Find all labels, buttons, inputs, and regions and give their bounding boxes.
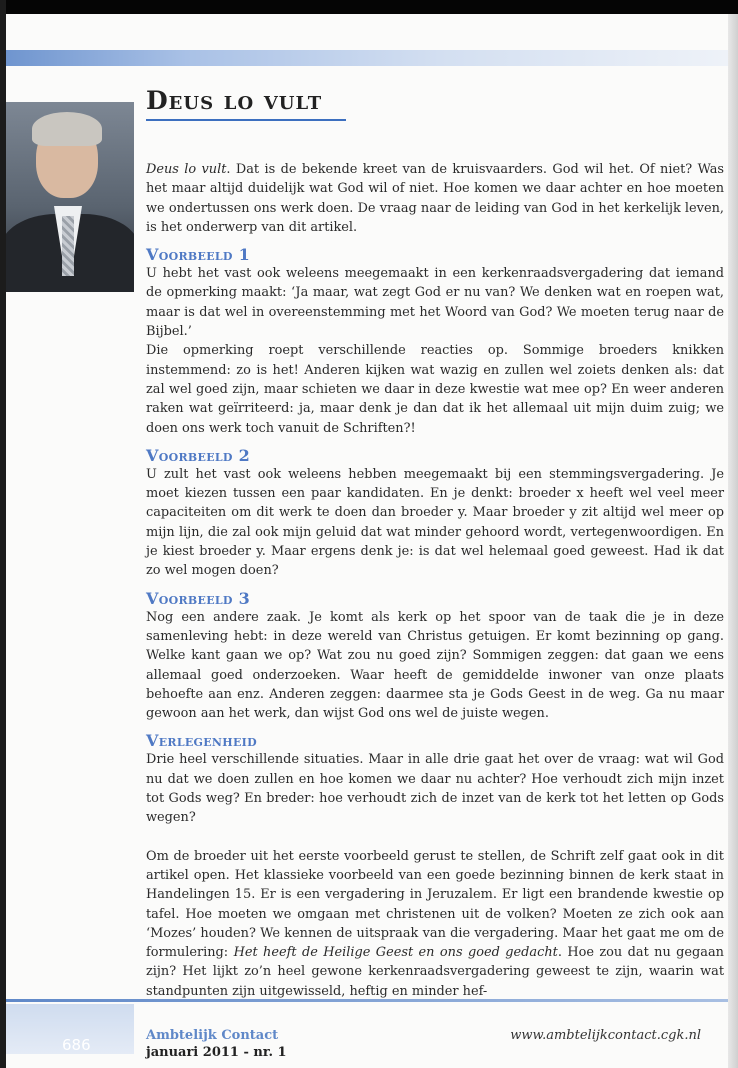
text-run: Om de broeder uit het eerste voorbeeld gerust te stellen, de Schrift zelf gaat ook in dit artikel open. Het klassieke voorbeeld van een goede bezinning binnen de kerk staat in Handelingen 15. Er is een vergadering in Jeruzalem. Er ligt een brandende kwestie op tafel. Hoe moeten we omgaan met christenen uit de volken? Moeten ze zich ook aan ‘Mozes’ houden? We kennen de uitspraak van die vergadering. Maar het gaat me om de formulering: xyxy=(146,848,724,961)
closing-paragraph xyxy=(146,847,724,1001)
section-paragraph: U hebt het vast ook weleens meegemaakt in een kerkenraadsvergadering dat iemand de opmerking maakt: ‘Ja maar, wat zegt God er nu van? We denken wat en roepen wat, maar is dat wel in overeenstemming met het Woord van God? We moeten terug naar de Bijbel.’ xyxy=(146,266,724,340)
section-paragraph: Die opmerking roept verschillende reacties op. Sommige broeders knikken instemmend: zo is het! Anderen kijken wat wazig en zullen wel zoiets denken als: dat zal wel goed zijn, maar schieten we daar in deze kwestie wat mee op? En weer anderen raken wat geïrriteerd: ja, maar denk je dan dat ik het allemaal uit mijn duim zuig; we doen ons werk toch vanuit de Schriften?! xyxy=(146,343,724,436)
magazine-name: Ambtelijk Contact xyxy=(146,1028,279,1043)
magazine-page xyxy=(6,14,728,1068)
footer-divider xyxy=(6,999,728,1002)
text-run: . Hoe zou dat nu gegaan zijn? Het lijkt zo’n heel gewone kerkenraadsvergadering geweest te zijn, waarin wat standpunten zijn uitgewisseld, heftig en minder hef- xyxy=(146,945,724,999)
scan-edge-right xyxy=(728,14,738,1068)
text-run: . Dat is de bekende kreet van de kruisvaarders. God wil het. Of niet? Was het maar altijd duidelijk wat God wil of niet. Hoe komen we daar achter en hoe moeten we ondertussen ons werk doen. De vraag naar de leiding van God in het kerkelijk leven, is het onderwerp van dit artikel. xyxy=(146,162,724,235)
article-title: Deus lo vult xyxy=(146,86,346,121)
magazine-issue: januari 2011 - nr. 1 xyxy=(146,1045,287,1060)
section-paragraph: U zult het vast ook weleens hebben meegemaakt bij een stemmingsvergadering. Je moet kiezen tussen een paar kandidaten. En je denkt: broeder x heeft wel veel meer capaciteiten om dit werk te doen dan broeder y. Maar broeder y zit altijd wel meer op mijn lijn, die zal ook mijn geluid dat wat minder gehoord wordt, vertegenwoordigen. En je kiest broeder y. Maar ergens denk je: is dat wel helemaal goed geweest. Had ik dat zo wel mogen doen? xyxy=(146,466,724,579)
header-band xyxy=(6,50,728,66)
section-heading: Voorbeeld 2 xyxy=(146,445,251,465)
scan-edge-top xyxy=(0,0,738,14)
section-heading: Verlegenheid xyxy=(146,731,257,751)
section-paragraph: Nog een andere zaak. Je komt als kerk op het spoor van de taak die je in deze samenleving hebt: in deze wereld van Christus getuigen. Er komt bezinning op gang. Welke kant gaan we op? Wat zou nu goed zijn? Sommigen zeggen: dat gaan we eens allemaal goed onderzoeken. Waar heeft de gemiddelde inwoner van onze plaats behoefte aan enz. Anderen zeggen: daarmee sta je Gods Geest in de weg. Ga nu maar gewoon aan het werk, dan wijst God ons wel de juiste wegen. xyxy=(146,609,724,722)
author-portrait-photo xyxy=(6,102,134,292)
section-paragraph: Drie heel verschillende situaties. Maar in alle drie gaat het over de vraag: wat wil God nu dat we doen zullen en hoe komen we daar nu achter? Hoe verhoudt zich mijn inzet tot Gods weg? En breder: hoe verhoudt zich de inzet van de kerk tot het letten op Gods wegen? xyxy=(146,752,724,826)
article-body xyxy=(146,160,724,1001)
intro-paragraph xyxy=(146,160,724,237)
website-link[interactable]: www.ambtelijkcontact.cgk.nl xyxy=(510,1028,701,1043)
section-heading: Voorbeeld 1 xyxy=(146,245,251,265)
italic-text: Deus lo vult xyxy=(146,162,227,177)
section-heading: Voorbeeld 3 xyxy=(146,588,251,608)
page-number: 686 xyxy=(62,1036,91,1054)
article-sections xyxy=(146,245,724,827)
italic-text: Het heeft de Heilige Geest en ons goed gedacht xyxy=(233,945,558,961)
